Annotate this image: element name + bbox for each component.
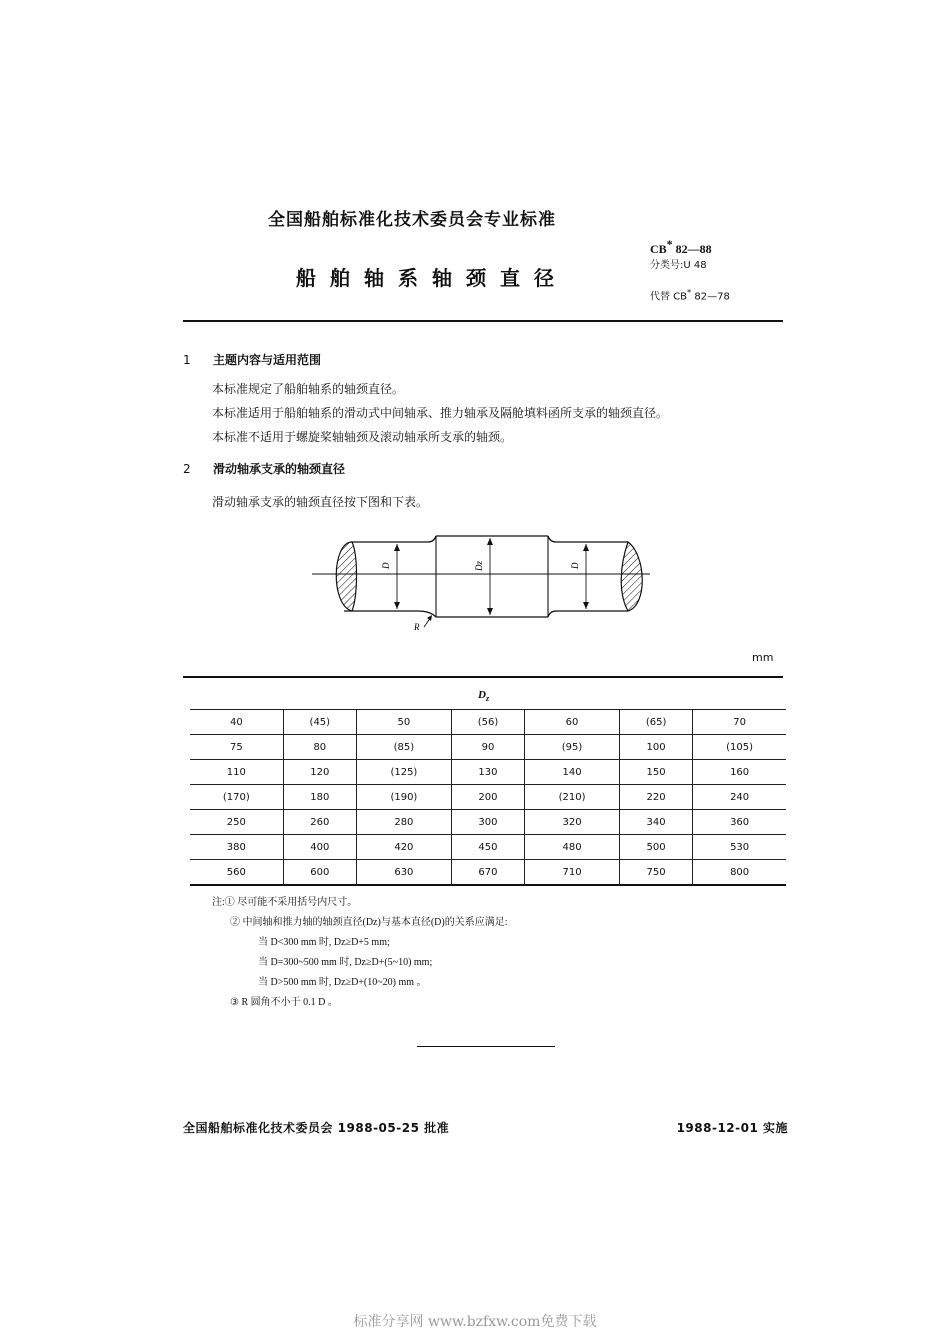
label-d-left: D — [381, 562, 391, 569]
table-row — [190, 810, 786, 835]
table-cell: 670 — [451, 860, 524, 886]
table-cell: (56) — [451, 710, 524, 735]
note-3: ③ R 圆角不小于 0.1 D 。 — [230, 997, 338, 1008]
table-cell: (125) — [356, 760, 451, 785]
table-cell: 180 — [283, 785, 356, 810]
watermark: 标准分享网 www.bzfxw.com免费下载 — [353, 1314, 597, 1330]
right-section-hatch — [621, 542, 642, 611]
table-cell: 400 — [283, 835, 356, 860]
table-cell: 220 — [619, 785, 692, 810]
table-cell: 560 — [190, 860, 283, 886]
table-cell: 160 — [693, 760, 786, 785]
table-cell: 90 — [451, 735, 524, 760]
table-row — [190, 835, 786, 860]
table-cell: 40 — [190, 710, 283, 735]
table-cell: 360 — [693, 810, 786, 835]
note-2b: 当 D=300~500 mm 时, Dz≥D+(5~10) mm; — [258, 957, 433, 968]
table-cell: 800 — [693, 860, 786, 886]
section-1-paragraph-1: 本标准规定了船舶轴系的轴颈直径。 — [212, 382, 405, 396]
section-1-heading: 1 主题内容与适用范围 — [183, 353, 322, 367]
table-cell: 260 — [283, 810, 356, 835]
shaft-journal-diagram — [310, 525, 660, 637]
section-1-paragraph-2: 本标准适用于船舶轴系的滑动式中间轴承、推力轴承及隔舱填料函所支承的轴颈直径。 — [212, 406, 669, 420]
footer-effective: 1988-12-01 实施 — [676, 1121, 788, 1135]
table-cell: 120 — [283, 760, 356, 785]
section-1-paragraph-3: 本标准不适用于螺旋桨轴轴颈及滚动轴承所支承的轴颈。 — [212, 430, 513, 444]
note-2c: 当 D>500 mm 时, Dz≥D+(10~20) mm 。 — [258, 977, 427, 988]
table-header-dz: $D_z$ — [478, 689, 490, 704]
table-cell: 530 — [693, 835, 786, 860]
table-cell: (65) — [619, 710, 692, 735]
classification-number: 分类号:U 48 — [650, 260, 707, 271]
table-cell: 480 — [525, 835, 620, 860]
table-cell: 380 — [190, 835, 283, 860]
table-cell: 250 — [190, 810, 283, 835]
table-row — [190, 710, 786, 735]
table-cell: 70 — [693, 710, 786, 735]
table-cell: (105) — [693, 735, 786, 760]
label-r: R — [414, 622, 420, 632]
table-cell: (85) — [356, 735, 451, 760]
table-cell: 200 — [451, 785, 524, 810]
table-cell: 750 — [619, 860, 692, 886]
label-d-right: D — [570, 562, 580, 569]
table-cell: 100 — [619, 735, 692, 760]
table-cell: 60 — [525, 710, 620, 735]
table-row — [190, 860, 786, 886]
table-unit: mm — [752, 651, 774, 664]
table-cell: 600 — [283, 860, 356, 886]
issuing-organization: 全国船舶标准化技术委员会专业标准 — [268, 210, 556, 230]
table-row — [190, 785, 786, 810]
section-2-heading: 2 滑动轴承支承的轴颈直径 — [183, 462, 346, 476]
table-cell: 420 — [356, 835, 451, 860]
table-cell: (45) — [283, 710, 356, 735]
journal-diameter-table — [190, 709, 786, 886]
table-cell: 320 — [525, 810, 620, 835]
table-row — [190, 760, 786, 785]
table-cell: 240 — [693, 785, 786, 810]
label-dz: Dz — [474, 560, 484, 571]
table-top-rule — [183, 676, 783, 678]
table-cell: 280 — [356, 810, 451, 835]
table-cell: 340 — [619, 810, 692, 835]
table-cell: 710 — [525, 860, 620, 886]
table-cell: 150 — [619, 760, 692, 785]
table-cell: (95) — [525, 735, 620, 760]
standard-code: CB* 82—88 — [650, 237, 712, 256]
table-cell: 130 — [451, 760, 524, 785]
note-2a: 当 D<300 mm 时, Dz≥D+5 mm; — [258, 937, 390, 948]
document-title: 船舶轴系轴颈直径 — [296, 266, 568, 290]
footer-approval: 全国船舶标准化技术委员会 1988-05-25 批准 — [183, 1121, 450, 1135]
table-row — [190, 735, 786, 760]
table-cell: 500 — [619, 835, 692, 860]
table-cell: 140 — [525, 760, 620, 785]
table-cell: 75 — [190, 735, 283, 760]
table-cell: 450 — [451, 835, 524, 860]
note-1: 注:① 尽可能不采用括号内尺寸。 — [212, 897, 358, 908]
table-cell: (190) — [356, 785, 451, 810]
table-cell: 50 — [356, 710, 451, 735]
table-cell: 110 — [190, 760, 283, 785]
table-cell: (210) — [525, 785, 620, 810]
header-divider — [183, 320, 783, 322]
note-2: ② 中间轴和推力轴的轴颈直径(Dz)与基本直径(D)的关系应满足: — [230, 917, 508, 928]
table-cell: 630 — [356, 860, 451, 886]
end-separator — [417, 1046, 555, 1047]
table-cell: 80 — [283, 735, 356, 760]
table-cell: (170) — [190, 785, 283, 810]
left-section-hatch — [336, 542, 356, 611]
replaces-standard: 代替 CB* 82—78 — [650, 287, 730, 303]
table-cell: 300 — [451, 810, 524, 835]
section-2-paragraph: 滑动轴承支承的轴颈直径按下图和下表。 — [212, 495, 429, 509]
